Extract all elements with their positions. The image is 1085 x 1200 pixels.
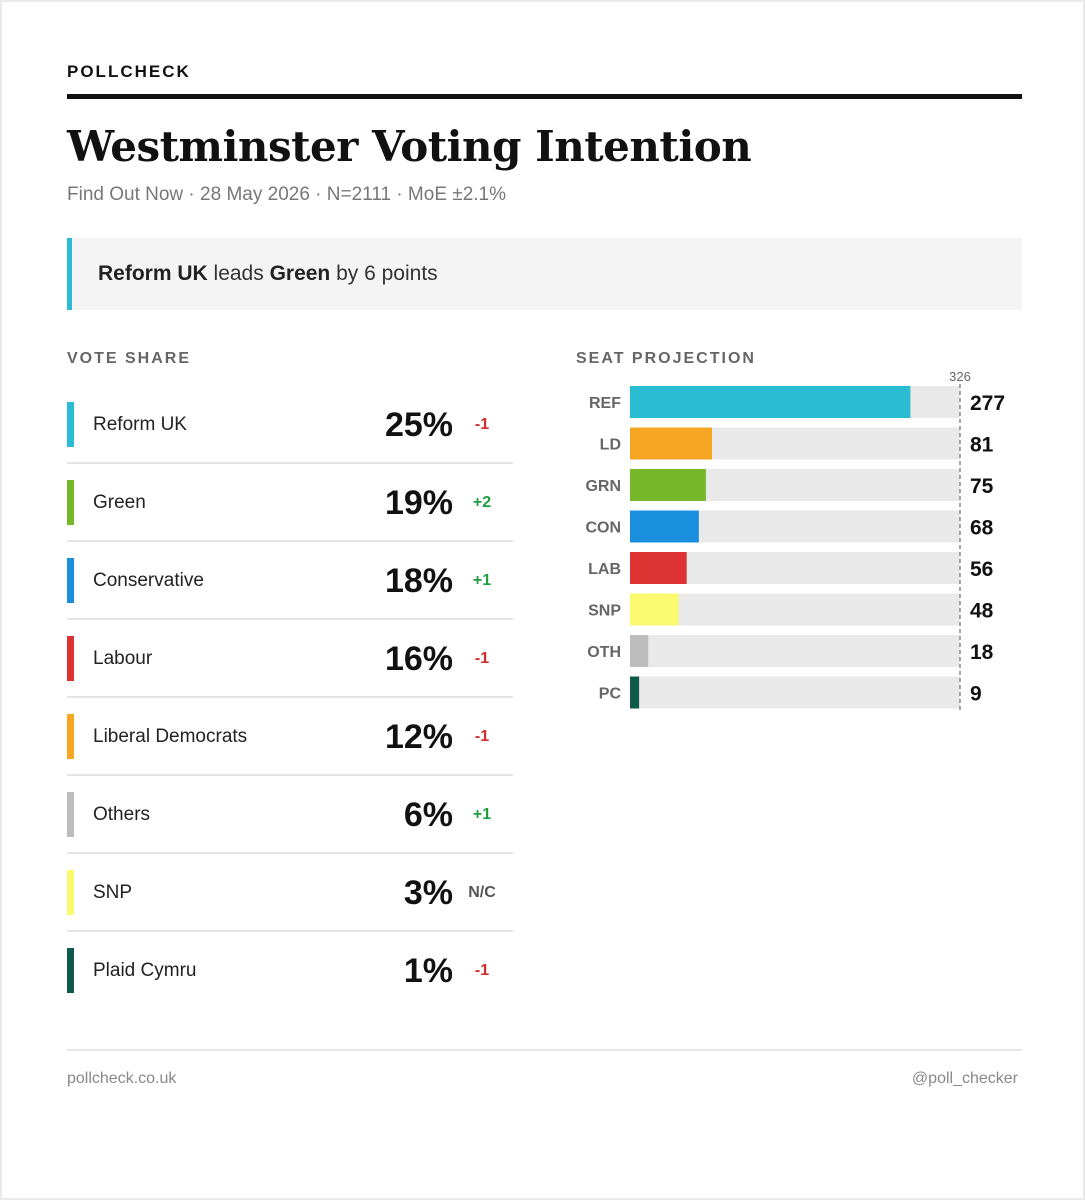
- seat-bar: [630, 428, 712, 460]
- party-color-swatch: [67, 870, 74, 915]
- category-label: SNP: [588, 602, 621, 620]
- vote-share-row: [67, 620, 513, 698]
- seat-value-label: 68: [970, 516, 994, 540]
- lead-callout: [67, 238, 1022, 310]
- vote-share-change: -1: [474, 650, 490, 667]
- seat-value-label: 48: [970, 599, 994, 623]
- vote-share-change: +1: [472, 806, 492, 823]
- vote-share-row: [67, 854, 513, 932]
- party-color-swatch: [67, 558, 74, 603]
- seat-bar: [630, 552, 687, 584]
- seat-bar: [630, 677, 639, 709]
- vote-share-change: -1: [474, 962, 490, 979]
- callout-leader: Reform UK: [98, 262, 208, 285]
- vote-share-change: N/C: [468, 884, 496, 901]
- vote-share-row: [67, 386, 513, 464]
- seat-projection-heading: SEAT PROJECTION: [576, 350, 756, 367]
- vote-share-value: 19%: [384, 484, 453, 522]
- footer-handle: @poll_checker: [911, 1070, 1018, 1087]
- category-label: OTH: [587, 644, 621, 661]
- bar-track: [630, 594, 960, 626]
- party-name: Reform UK: [93, 414, 187, 435]
- vote-share-change: -1: [474, 416, 490, 433]
- party-color-swatch: [67, 402, 74, 447]
- party-color-swatch: [67, 948, 74, 993]
- seat-value-label: 56: [970, 558, 994, 581]
- seat-value-label: 75: [970, 475, 994, 498]
- vote-share-heading: VOTE SHARE: [67, 350, 192, 367]
- vote-share-value: 18%: [384, 562, 453, 600]
- party-color-swatch: [67, 636, 74, 681]
- bar-track: [630, 635, 960, 667]
- seat-projection-chart: [572, 364, 1022, 724]
- seat-value-label: 81: [970, 433, 994, 457]
- callout-verb: leads: [207, 262, 270, 285]
- poll-subtitle: Find Out Now · 28 May 2026 · N=2111 · MoE ±2.1%: [67, 184, 507, 205]
- category-label: PC: [598, 685, 621, 703]
- brand-name: POLLCHECK: [67, 62, 191, 81]
- majority-label: 326: [949, 369, 971, 384]
- party-name: Plaid Cymru: [93, 960, 197, 981]
- category-label: CON: [585, 519, 621, 537]
- vote-share-row: [67, 464, 513, 542]
- header-rule: [67, 94, 1022, 99]
- seat-value-label: 9: [970, 682, 982, 706]
- seat-value-label: 18: [970, 641, 994, 664]
- vote-share-row: [67, 776, 513, 854]
- callout-runner-up: Green: [269, 262, 331, 285]
- seat-bar: [630, 511, 699, 543]
- vote-share-change: -1: [474, 728, 490, 745]
- vote-share-value: 3%: [403, 874, 453, 912]
- vote-share-change: +2: [472, 494, 492, 511]
- seat-bar: [630, 594, 679, 626]
- seat-bar: [630, 635, 648, 667]
- category-label: GRN: [585, 478, 621, 495]
- party-color-swatch: [67, 714, 74, 759]
- vote-share-value: 12%: [384, 718, 453, 756]
- party-color-swatch: [67, 480, 74, 525]
- seat-bar: [630, 386, 910, 418]
- vote-share-row: [67, 698, 513, 776]
- vote-share-list: [67, 386, 513, 1010]
- category-label: LAB: [588, 561, 621, 578]
- vote-share-value: 1%: [403, 952, 453, 990]
- party-name: Others: [93, 804, 151, 825]
- party-name: Labour: [93, 648, 153, 669]
- party-name: Green: [93, 492, 146, 513]
- vote-share-value: 6%: [403, 796, 453, 834]
- vote-share-change: +1: [472, 572, 492, 589]
- vote-share-row: [67, 932, 513, 1010]
- callout-suffix: by 6 points: [330, 262, 438, 285]
- vote-share-value: 25%: [384, 406, 453, 444]
- party-name: Conservative: [93, 570, 204, 591]
- party-name: Liberal Democrats: [93, 726, 248, 747]
- party-name: SNP: [93, 882, 133, 903]
- seat-bar: [630, 469, 706, 501]
- bar-track: [630, 677, 960, 709]
- page-title: Westminster Voting Intention: [67, 122, 752, 171]
- seat-value-label: 277: [970, 392, 1006, 415]
- category-label: LD: [599, 436, 621, 454]
- category-label: REF: [589, 395, 621, 412]
- footer-site: pollcheck.co.uk: [67, 1070, 177, 1087]
- party-color-swatch: [67, 792, 74, 837]
- footer-rule: [67, 1049, 1022, 1051]
- vote-share-value: 16%: [384, 640, 453, 678]
- vote-share-row: [67, 542, 513, 620]
